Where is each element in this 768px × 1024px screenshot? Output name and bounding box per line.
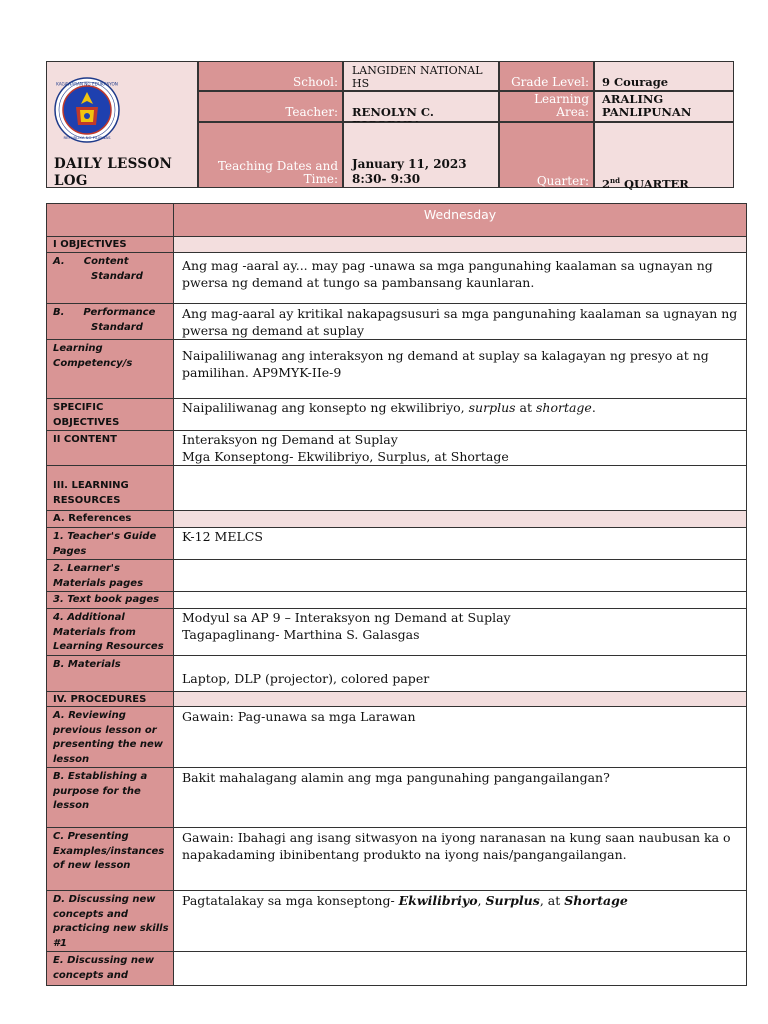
quarter-value-cell <box>594 122 734 191</box>
header-logo-cell <box>46 61 198 188</box>
quarter-label: Quarter: <box>536 174 589 188</box>
school-value: LANGIDEN NATIONAL HS <box>352 64 483 90</box>
table-row <box>47 768 747 828</box>
area-label: Learning Area: <box>534 92 589 119</box>
grade-value: 9 Courage <box>602 75 669 89</box>
table-row <box>47 237 747 253</box>
area-value: ARALING PANLIPUNAN <box>602 92 692 119</box>
area-value-cell <box>594 91 734 122</box>
reviewing-text: Gawain: Pag-unawa sa mga Larawan <box>174 707 747 768</box>
objectives-value <box>174 237 747 253</box>
teachers-guide-text: K-12 MELCS <box>174 528 747 560</box>
table-row <box>47 609 747 656</box>
specific-objectives-text: Naipaliliwanag ang konsepto ng ekwilibriyo, surplus at shortage. <box>174 399 747 431</box>
content-text: Interaksyon ng Demand at Suplay Mga Konseptong- Ekwilibriyo, Surplus, at Shortage <box>174 431 747 466</box>
quarter-label-cell <box>499 122 594 188</box>
grade-label-cell <box>499 61 594 91</box>
table-row <box>47 707 747 768</box>
textbook-value <box>174 592 747 609</box>
teacher-label: Teacher: <box>285 105 338 119</box>
textbook-label: 3. Text book pages <box>47 592 174 609</box>
table-row <box>47 828 747 891</box>
table-row <box>47 204 747 237</box>
competency-label: Learning Competency/s <box>47 340 174 399</box>
performance-standard-label: B. Performance Standard <box>47 304 174 340</box>
discussing1-text: Pagtatalakay sa mga konseptong- Ekwilibriyo, Surplus, at Shortage <box>174 891 747 952</box>
dates-value: January 11, 2023 8:30- 9:30 <box>352 157 467 186</box>
table-row <box>47 466 747 511</box>
specific-objectives-label: SPECIFIC OBJECTIVES <box>47 399 174 431</box>
table-row <box>47 592 747 609</box>
table-row <box>47 692 747 707</box>
table-row <box>47 560 747 592</box>
establishing-text: Bakit mahalagang alamin ang mga pangunahing pangangailangan? <box>174 768 747 828</box>
svg-text:KAGAWARAN NG EDUKASYON: KAGAWARAN NG EDUKASYON <box>56 81 118 87</box>
area-label-cell <box>499 91 594 122</box>
content-standard-text: Ang mag -aaral ay... may pag -unawa sa mga pangunahing kaalaman sa ugnayan ng pwersa ng demand at tungo sa pambansang kaunlaran. <box>174 253 747 304</box>
discussing2-value <box>174 952 747 986</box>
table-row <box>47 431 747 466</box>
competency-text: Naipaliliwanag ang interaksyon ng demand at suplay sa kalagayan ng presyo at ng pamilihan. AP9MYK-IIe-9 <box>174 340 747 399</box>
svg-text:REPUBLIKA NG PILIPINAS: REPUBLIKA NG PILIPINAS <box>63 135 111 140</box>
dates-label-cell <box>198 122 343 188</box>
table-row <box>47 340 747 399</box>
school-value-cell <box>343 61 499 91</box>
table-row <box>47 511 747 528</box>
table-row <box>47 891 747 952</box>
establishing-label: B. Establishing a purpose for the lesson <box>47 768 174 828</box>
procedures-value <box>174 692 747 707</box>
references-label: A. References <box>47 511 174 528</box>
learners-materials-label: 2. Learner's Materials pages <box>47 560 174 592</box>
procedures-label: IV. PROCEDURES <box>47 692 174 707</box>
day-header: Wednesday <box>174 204 747 237</box>
table-row <box>47 253 747 304</box>
quarter-value: 2nd QUARTER <box>602 176 689 191</box>
table-row <box>47 656 747 692</box>
resources-value <box>174 466 747 511</box>
additional-materials-text: Modyul sa AP 9 – Interaksyon ng Demand at Suplay Tagapaglinang- Marthina S. Galasgas <box>174 609 747 656</box>
learners-materials-value <box>174 560 747 592</box>
dates-value-cell <box>343 122 499 188</box>
table-row <box>47 952 747 986</box>
resources-label: III. LEARNING RESOURCES <box>47 466 174 511</box>
performance-standard-text: Ang mag-aaral ay kritikal nakapagsusuri sa mga pangunahing kaalaman sa ugnayan ng pwersa ng demand at suplay <box>174 304 747 340</box>
presenting-label: C. Presenting Examples/instances of new lesson <box>47 828 174 891</box>
day-header-blank <box>47 204 174 237</box>
table-row <box>47 528 747 560</box>
reviewing-label: A. Reviewing previous lesson or presenting the new lesson <box>47 707 174 768</box>
additional-materials-label: 4. Additional Materials from Learning Resources <box>47 609 174 656</box>
discussing1-label: D. Discussing new concepts and practicing new skills #1 <box>47 891 174 952</box>
teacher-label-cell <box>198 91 343 122</box>
presenting-text: Gawain: Ibahagi ang isang sitwasyon na iyong naranasan na kung saan naubusan ka o napakadaming ibinibentang produkto na iyong nais/pangangailangan. <box>174 828 747 891</box>
grade-label: Grade Level: <box>511 75 589 89</box>
table-row <box>47 399 747 431</box>
materials-label: B. Materials <box>47 656 174 692</box>
materials-text: Laptop, DLP (projector), colored paper <box>174 656 747 692</box>
objectives-label: I OBJECTIVES <box>47 237 174 253</box>
deped-seal-icon <box>54 77 120 143</box>
teacher-value: RENOLYN C. <box>352 105 434 119</box>
teachers-guide-label: 1. Teacher's Guide Pages <box>47 528 174 560</box>
grade-value-cell <box>594 61 734 91</box>
document-title: DAILY LESSON LOG <box>54 156 173 189</box>
content-label: II CONTENT <box>47 431 174 466</box>
school-label: School: <box>293 75 338 89</box>
lesson-log-table <box>46 203 747 986</box>
discussing2-label: E. Discussing new concepts and <box>47 952 174 986</box>
school-label-cell <box>198 61 343 91</box>
teacher-value-cell <box>343 91 499 122</box>
references-value <box>174 511 747 528</box>
dates-label: Teaching Dates and Time: <box>217 159 338 186</box>
content-standard-label: A. Content Standard <box>47 253 174 304</box>
table-row <box>47 304 747 340</box>
